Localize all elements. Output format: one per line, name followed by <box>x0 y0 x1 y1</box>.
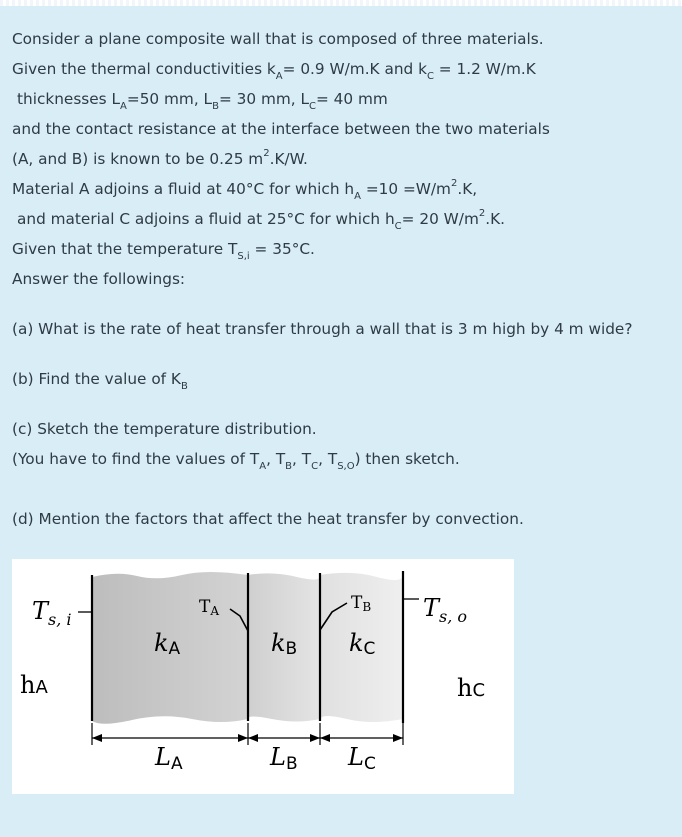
question-a: (a) What is the rate of heat transfer through a wall that is 3 m high by 4 m wide? <box>12 320 633 338</box>
label-ha: hA <box>20 671 48 699</box>
problem-fluid-a: Material A adjoins a fluid at 40°C for which $h_A =10 =W/m^2.K$, <box>12 178 478 202</box>
problem-contact-1: and the contact resistance at the interface between the two materials <box>12 120 550 138</box>
label-tsi: $T_{s, i}$ <box>32 597 72 629</box>
problem-given: Given that the temperature $T_{S,i} = 35^\circ C$. <box>12 240 315 262</box>
question-c-1: (c) Sketch the temperature distribution. <box>12 420 317 438</box>
label-ta: TA <box>199 597 220 618</box>
problem-answer-header: Answer the followings: <box>12 270 186 288</box>
question-b: (b) Find the value of $K_B$ <box>12 370 188 392</box>
label-lb: LB <box>270 743 298 774</box>
top-dotted-border <box>0 0 682 6</box>
problem-intro: Consider a plane composite wall that is composed of three materials. <box>12 30 544 48</box>
problem-conductivities: Given the thermal conductivities $k_A= 0.9$ W/m.K and $k_C = 1.2$ W/m.K <box>12 60 536 82</box>
problem-fluid-c: and material C adjoins a fluid at 25°C for which $h_C= 20$ $W/m^2.K$. <box>17 208 505 232</box>
problem-thicknesses: thicknesses $L_A=50$ mm, $L_B= 30$ mm, $L_C= 40$ mm <box>17 90 388 112</box>
label-ka: kA <box>154 629 181 659</box>
label-lc: LC <box>348 743 376 774</box>
label-la: LA <box>155 743 183 774</box>
question-c-2: (You have to find the values of $T_A$, $T_B$, $T_C$, $T_{S,O}$) then sketch. <box>12 450 460 472</box>
label-hc: hC <box>457 674 486 702</box>
composite-wall-figure <box>12 559 514 794</box>
label-kb: kB <box>271 629 298 659</box>
problem-contact-2: (A, and B) is known to be 0.25 $m^2.K/W$. <box>12 148 308 168</box>
label-kc: kC <box>349 629 376 659</box>
question-d: (d) Mention the factors that affect the heat transfer by convection. <box>12 510 524 528</box>
label-tb: TB <box>351 593 372 614</box>
label-tso: $T_{s, o}$ <box>423 594 468 626</box>
